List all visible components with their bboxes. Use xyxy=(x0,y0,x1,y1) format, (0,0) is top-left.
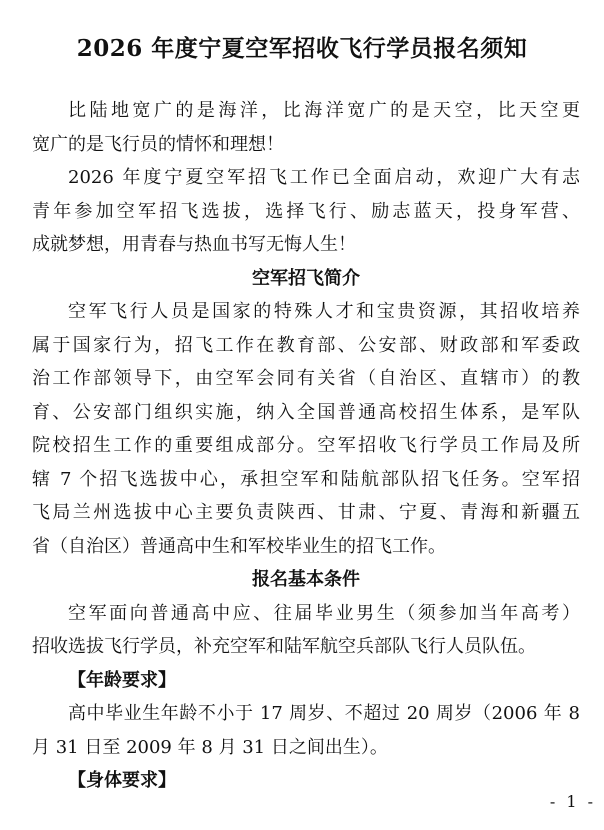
body-line: 比陆地宽广的是海洋，比海洋宽广的是天空，比天空更 xyxy=(68,100,580,121)
body-line: 省（自治区）普通高中生和军校毕业生的招飞工作。 xyxy=(32,535,446,557)
body-line: 空军面向普通高中应、往届毕业男生（须参加当年高考） xyxy=(68,602,580,624)
body-line: 治工作部领导下，由空军会同有关省（自治区、直辖市）的教 xyxy=(32,368,580,389)
body-line: 招收选拔飞行学员，补充空军和陆军航空兵部队飞行人员队伍。 xyxy=(32,636,536,657)
body-line: 飞局兰州选拔中心主要负责陕西、甘肃、宁夏、青海和新疆五 xyxy=(32,502,580,523)
page-number: - 1 - xyxy=(549,792,596,811)
subsection-label: 【年龄要求】 xyxy=(68,669,176,691)
document-body xyxy=(32,94,580,798)
body-line: 空军飞行人员是国家的特殊人才和宝贵资源，其招收培养 xyxy=(68,301,580,322)
subsection-label: 【身体要求】 xyxy=(68,770,176,791)
body-line: 育、公安部门组织实施，纳入全国普通高校招生体系，是军队 xyxy=(32,401,580,423)
body-line: 辖 7 个招飞选拔中心，承担空军和陆航部队招飞任务。空军招 xyxy=(32,468,580,490)
body-line: 高中毕业生年龄不小于 17 周岁、不超过 20 周岁（2006 年 8 xyxy=(68,703,580,724)
body-line: 属于国家行为，招飞工作在教育部、公安部、财政部和军委政 xyxy=(32,334,580,356)
section-heading: 空军招飞简介 xyxy=(252,267,360,289)
body-line: 2026 年度宁夏空军招飞工作已全面启动，欢迎广大有志 xyxy=(68,167,580,188)
section-heading: 报名基本条件 xyxy=(252,569,360,590)
body-line: 院校招生工作的重要组成部分。空军招收飞行学员工作局及所 xyxy=(32,435,580,456)
body-line: 月 31 日至 2009 年 8 月 31 日之间出生）。 xyxy=(32,736,388,758)
body-line: 宽广的是飞行员的情怀和理想！ xyxy=(32,133,284,155)
document-title: 2026 年度宁夏空军招收飞行学员报名须知 xyxy=(76,35,528,62)
body-line: 青年参加空军招飞选拔，选择飞行、励志蓝天，投身军营、 xyxy=(32,200,580,222)
body-line: 成就梦想，用青春与热血书写无悔人生！ xyxy=(32,234,356,255)
